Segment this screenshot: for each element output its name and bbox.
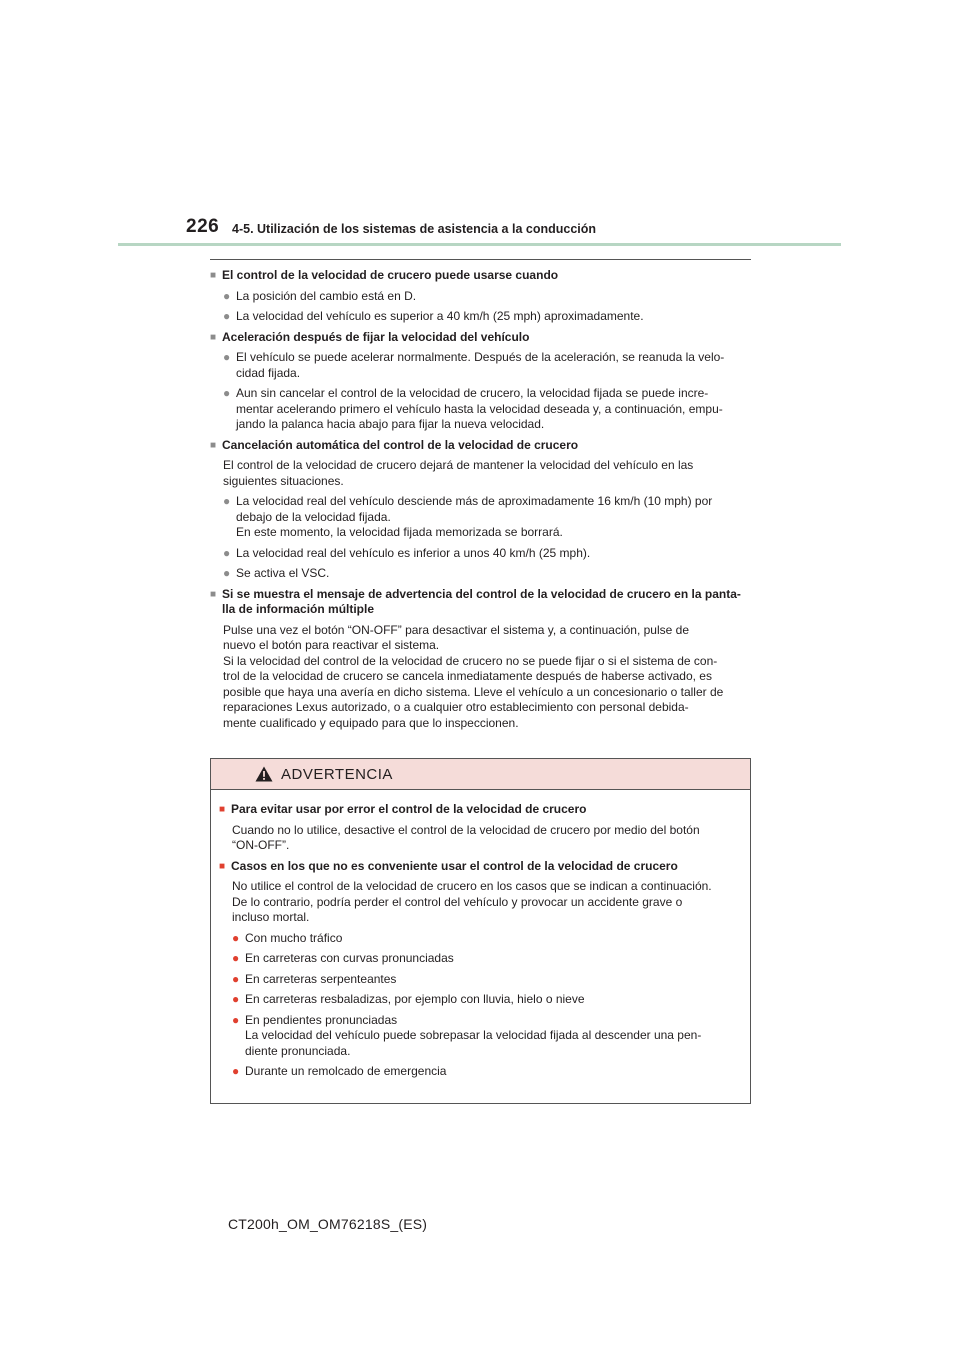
list-item — [219, 1064, 742, 1080]
text-line: debajo de la velocidad fijada. — [236, 509, 391, 524]
subsection-title — [210, 587, 750, 618]
page-header — [0, 0, 960, 250]
list-item-text — [236, 494, 750, 541]
text-line: Cuando no lo utilice, desactive el control de la velocidad de crucero por medio del botón — [232, 822, 700, 837]
text-line: No utilice el control de la velocidad de crucero en los casos que se indican a continuación. — [232, 879, 712, 893]
subsection — [210, 587, 750, 732]
list-item — [219, 1013, 742, 1060]
list-item — [210, 289, 750, 305]
list-item-text — [236, 309, 750, 325]
list-item — [219, 951, 742, 967]
circle-bullet-icon: ● — [223, 309, 231, 323]
text-line: nuevo el botón para reactivar el sistema. — [223, 638, 440, 652]
list-item-text — [236, 546, 750, 562]
warning-body — [211, 790, 750, 1080]
text-line: Pulse una vez el botón “ON-OFF” para desactivar el sistema y, a continuación, pulse de — [223, 622, 690, 637]
list-item-text — [245, 972, 742, 988]
text-line: mentar acelerando primero el vehículo hasta la velocidad deseada y, a continuación, empu- — [236, 401, 723, 416]
list-item — [210, 309, 750, 325]
list-item-text — [245, 1064, 742, 1080]
text-line: “ON-OFF”. — [232, 838, 290, 852]
page-number: 226 — [186, 216, 220, 237]
square-bullet-icon: ■ — [210, 331, 217, 343]
circle-bullet-icon: ● — [223, 350, 231, 364]
text-line: El vehículo se puede acelerar normalmente. Después de la aceleración, se reanuda la velo- — [236, 350, 725, 364]
warning-header — [211, 759, 750, 790]
circle-bullet-icon: ● — [223, 386, 231, 400]
circle-bullet-icon: ● — [232, 971, 240, 986]
circle-bullet-icon: ● — [223, 288, 231, 303]
text-line: Aun sin cancelar el control de la velocidad de crucero, la velocidad fijada se puede incre- — [236, 386, 709, 400]
subsection-title — [210, 330, 750, 346]
square-bullet-icon: ■ — [210, 439, 217, 451]
text-line: mente cualificado y equipado para que lo inspeccionen. — [223, 715, 519, 730]
text-line: En pendientes pronunciadas — [245, 1012, 398, 1027]
text-line: La velocidad del vehículo es superior a 40 km/h (25 mph) aproximadamente. — [236, 309, 644, 323]
text-line: diente pronunciada. — [245, 1043, 351, 1058]
list-item-text — [245, 1013, 742, 1060]
text-line: Si la velocidad del control de la velocidad de crucero no se puede fijar o si el sistema de con- — [223, 653, 718, 668]
list-item-text — [236, 386, 750, 433]
text-line: La posición del cambio está en D. — [236, 288, 417, 303]
circle-bullet-icon: ● — [232, 992, 240, 1006]
list-item — [210, 494, 750, 541]
text-line: En carreteras serpenteantes — [245, 971, 397, 986]
warning-title: ADVERTENCIA — [281, 765, 393, 783]
content-top-rule — [210, 259, 751, 260]
text-line: De lo contrario, podría perder el control del vehículo y provocar un accidente grave o — [232, 894, 683, 909]
square-bullet-icon: ■ — [219, 860, 226, 872]
list-item — [219, 992, 742, 1008]
text-line: La velocidad real del vehículo es inferior a unos 40 km/h (25 mph). — [236, 545, 591, 560]
list-item — [210, 546, 750, 562]
square-bullet-icon: ■ — [210, 588, 217, 600]
list-item-text — [236, 566, 750, 582]
paragraph — [219, 879, 742, 926]
subsection — [210, 438, 750, 582]
text-line: incluso mortal. — [232, 910, 310, 924]
header-rule — [118, 243, 841, 246]
text-line: En este momento, la velocidad fijada memorizada se borrará. — [236, 525, 563, 539]
text-line: cidad fijada. — [236, 365, 301, 380]
main-content — [210, 268, 750, 736]
circle-bullet-icon: ● — [223, 494, 231, 508]
warning-triangle-icon — [255, 766, 273, 782]
subsection-title — [219, 802, 742, 818]
list-item-text — [245, 931, 742, 947]
circle-bullet-icon: ● — [223, 545, 231, 560]
text-line: trol de la velocidad de crucero se cancela inmediatamente después de haberse activado, es — [223, 669, 712, 683]
document-code: CT200h_OM_OM76218S_(ES) — [228, 1216, 428, 1232]
text-line: jando la palanca hacia abajo para fijar la nueva velocidad. — [236, 417, 545, 431]
subsection — [219, 859, 742, 1080]
circle-bullet-icon: ● — [223, 566, 231, 580]
subsection — [210, 330, 750, 433]
warning-box — [210, 758, 751, 1104]
square-bullet-icon: ■ — [219, 804, 226, 815]
list-item — [210, 566, 750, 582]
circle-bullet-icon: ● — [232, 1064, 240, 1078]
circle-bullet-icon: ● — [232, 930, 240, 945]
text-line: posible que haya una avería en dicho sistema. Lleve el vehículo a un concesionario o taller de — [223, 684, 724, 699]
subsection-title — [210, 438, 750, 454]
text-line: siguientes situaciones. — [223, 473, 344, 488]
subsection-title — [210, 268, 750, 284]
subsection-title-text: El control de la velocidad de crucero puede usarse cuando — [222, 268, 559, 282]
text-line: El control de la velocidad de crucero dejará de mantener la velocidad del vehículo en las — [223, 458, 694, 472]
list-item-text — [236, 289, 750, 305]
subsection — [210, 268, 750, 325]
text-line: Si se muestra el mensaje de advertencia del control de la velocidad de crucero en la panta- — [222, 586, 741, 601]
subsection-title-text: Casos en los que no es conveniente usar el control de la velocidad de crucero — [231, 858, 678, 873]
text-line: La velocidad real del vehículo desciende más de aproximadamente 16 km/h (10 mph) por — [236, 494, 713, 508]
text-line: reparaciones Lexus autorizado, o a cualquier otro establecimiento con personal debida- — [223, 700, 689, 714]
subsection-title — [219, 859, 742, 875]
list-item — [219, 972, 742, 988]
text-line: Durante un remolcado de emergencia — [245, 1064, 447, 1078]
list-item — [210, 350, 750, 381]
subsection-title-text: Aceleración después de fijar la velocidad del vehículo — [222, 329, 530, 344]
subsection — [219, 802, 742, 854]
list-item — [210, 386, 750, 433]
list-item-text — [245, 951, 742, 967]
text-line: En carreteras resbaladizas, por ejemplo con lluvia, hielo o nieve — [245, 992, 585, 1006]
circle-bullet-icon: ● — [232, 951, 240, 965]
circle-bullet-icon: ● — [232, 1012, 240, 1027]
text-line: Con mucho tráfico — [245, 930, 343, 945]
list-item-text — [236, 350, 750, 381]
text-line: En carreteras con curvas pronunciadas — [245, 951, 454, 965]
text-line: La velocidad del vehículo puede sobrepasar la velocidad fijada al descender una pen- — [245, 1028, 702, 1042]
subsection-title-text — [222, 587, 741, 618]
text-line: lla de información múltiple — [222, 602, 375, 616]
paragraph — [210, 623, 750, 732]
list-item-text — [245, 992, 742, 1008]
square-bullet-icon: ■ — [210, 270, 217, 281]
list-item — [219, 931, 742, 947]
paragraph — [210, 458, 750, 489]
text-line: Se activa el VSC. — [236, 566, 330, 580]
subsection-title-text: Para evitar usar por error el control de la velocidad de crucero — [231, 802, 587, 816]
section-title: 4-5. Utilización de los sistemas de asistencia a la conducción — [232, 222, 597, 236]
paragraph — [219, 823, 742, 854]
subsection-title-text: Cancelación automática del control de la velocidad de crucero — [222, 437, 579, 452]
